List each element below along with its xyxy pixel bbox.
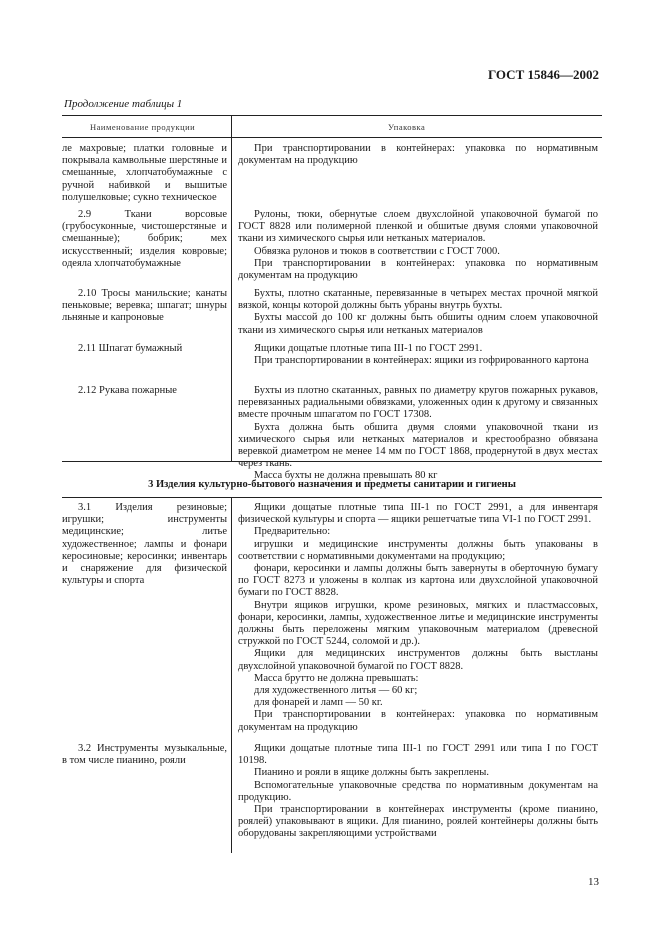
packing-text: Ящики дощатые плотные типа III-1 по ГОСТ 2991. bbox=[254, 343, 483, 354]
table-row-product bbox=[62, 743, 227, 767]
packing-text: При транспортировании в контейнерах: упаковка по нормативным документам на продукцию bbox=[238, 709, 598, 733]
column-header-packing: Упаковка bbox=[388, 122, 426, 132]
packing-text: При транспортировании в контейнерах инструменты (кроме пианино, роялей) упаковывают в ящики. Для пианино, роялей контейнеры должны быть оборудованы закрепляющими устройствами bbox=[238, 804, 598, 840]
packing-text: Бухты, плотно скатанные, перевязанные в четырех местах прочной мягкой вязкой, концы которой должны быть убраны внутрь бухты. bbox=[238, 288, 598, 312]
packing-text: Предварительно: bbox=[254, 526, 331, 538]
packing-text: Вспомогательные упаковочные средства по нормативным документам на продукцию. bbox=[238, 779, 598, 803]
product-text: 3.1 Изделия резиновые; игрушки; инструменты медицинские; литье художественное; лампы и фонари керосиновые; керосинки; инвентарь и снаряжение для физической культуры и спорта bbox=[62, 502, 227, 587]
packing-text: фонари, керосинки и лампы должны быть завернуты в оберточную бумагу по ГОСТ 8273 и уложены в колпак из картона или двухслойной упаковочной бумаги по ГОСТ 8828. bbox=[238, 563, 598, 599]
document-header: ГОСТ 15846—2002 bbox=[487, 67, 599, 82]
column-header-product: Наименование продукции bbox=[90, 122, 196, 132]
packing-text: Ящики для медицинских инструментов должны быть выстланы двухслойной упаковочной бумагой по ГОСТ 8828. bbox=[238, 648, 598, 672]
packing-text: Пианино и рояли в ящике должны быть закреплены. bbox=[254, 767, 489, 779]
packing-text: Рулоны, тюки, обернутые слоем двухслойной упаковочной бумагой по ГОСТ 8828 или полимерной пленкой и обшитые двумя слоями упаковочной ткани из химического сырья или нетканых материалов. bbox=[238, 209, 598, 245]
table-row-packing bbox=[238, 743, 598, 841]
product-text: 3.2 Инструменты музыкальные, в том числе пианино, рояли bbox=[62, 743, 227, 767]
table-row-product bbox=[62, 288, 227, 325]
table-row-packing bbox=[238, 343, 598, 367]
table-row-product bbox=[62, 143, 227, 204]
packing-text: Обвязка рулонов и тюков в соответствии с ГОСТ 7000. bbox=[254, 245, 500, 257]
column-divider-upper bbox=[231, 115, 232, 461]
product-text: ле махровые; платки головные и покрывала камвольные шерстяные и смешанные, хлопчатобумажные с ручной набивкой и вышитые полушелковые; сукно техническое bbox=[62, 143, 227, 203]
table-row-packing bbox=[238, 143, 598, 167]
packing-text: Масса брутто не должна превышать: bbox=[254, 672, 419, 684]
packing-text: Бухта должна быть обшита двумя слоями упаковочной ткани из химического сырья или нетканых материалов и крестообразно обвязана веревкой диаметром не менее 14 мм по ГОСТ 1868, продернутой в двух местах через ткань. bbox=[238, 421, 598, 470]
packing-text: игрушки и медицинские инструменты должны быть упакованы в соответствии с нормативными документами на продукцию; bbox=[238, 538, 598, 562]
table-row-product bbox=[62, 209, 227, 270]
packing-text: При транспортировании в контейнерах: упаковка по нормативным документам на продукцию bbox=[238, 257, 598, 282]
table-row-packing bbox=[238, 385, 598, 483]
packing-text: Внутри ящиков игрушки, кроме резиновых, мягких и пластмассовых, фонари, керосинки, лампы, художественное литье и медицинские инструменты должны быть переложены мягким упаковочным материалом (древесной стружкой по ГОСТ 5244, соломой и др.). bbox=[238, 599, 598, 648]
product-text: 2.9 Ткани ворсовые (грубосуконные, чистошерстяные и смешанные); бобрик; мех искусственный; изделия ковровые; одеяла хлопчатобумажные bbox=[62, 209, 227, 269]
table-row-packing bbox=[238, 288, 598, 337]
section-heading: 3 Изделия культурно-бытового назначения и предметы санитарии и гигиены bbox=[148, 479, 516, 490]
packing-text: для художественного литья — 60 кг; bbox=[254, 685, 418, 697]
table-top-rule bbox=[62, 115, 602, 116]
packing-text: Масса бухты не должна превышать 80 кг bbox=[254, 470, 438, 482]
section-rule-bottom bbox=[62, 497, 602, 498]
table-1 bbox=[62, 115, 602, 853]
page-number: 13 bbox=[588, 876, 599, 888]
packing-text: Бухты из плотно скатанных, равных по диаметру кругов пожарных рукавов, перевязанных радиальными обвязками, уложенных один к другому и связанных вместе прочным шпагатом по ГОСТ 17308. bbox=[238, 385, 598, 421]
table-row-packing bbox=[238, 209, 598, 282]
packing-text: При транспортировании в контейнерах: упаковка по нормативным документам на продукцию bbox=[238, 143, 598, 167]
table-row-packing bbox=[238, 502, 598, 734]
product-text: 2.11 Шпагат бумажный bbox=[78, 343, 183, 354]
table-row-product bbox=[62, 343, 227, 355]
table-row-product bbox=[62, 502, 227, 587]
product-text: 2.10 Тросы манильские; канаты пеньковые; веревка; шпагат; шнуры льняные и капроновые bbox=[62, 288, 227, 324]
header-rule bbox=[62, 137, 602, 138]
table-row-product bbox=[62, 385, 227, 397]
section-rule-top bbox=[62, 461, 602, 462]
table-continuation-label: Продолжение таблицы 1 bbox=[64, 98, 183, 110]
packing-text: Ящики дощатые плотные типа III-1 по ГОСТ 2991 или типа I по ГОСТ 10198. bbox=[238, 743, 598, 767]
packing-text: Бухты массой до 100 кг должны быть обшиты одним слоем упаковочной ткани из химического сырья или нетканых материалов bbox=[238, 312, 598, 336]
column-divider-lower bbox=[231, 497, 232, 853]
packing-text: для фонарей и ламп — 50 кг. bbox=[254, 697, 383, 709]
packing-text: При транспортировании в контейнерах: ящики из гофрированного картона bbox=[254, 355, 589, 367]
packing-text: Ящики дощатые плотные типа III-1 по ГОСТ 2991, а для инвентаря физической культуры и спорта — ящики решетчатые типа VI-1 по ГОСТ 2991. bbox=[238, 502, 598, 526]
product-text: 2.12 Рукава пожарные bbox=[78, 385, 177, 396]
